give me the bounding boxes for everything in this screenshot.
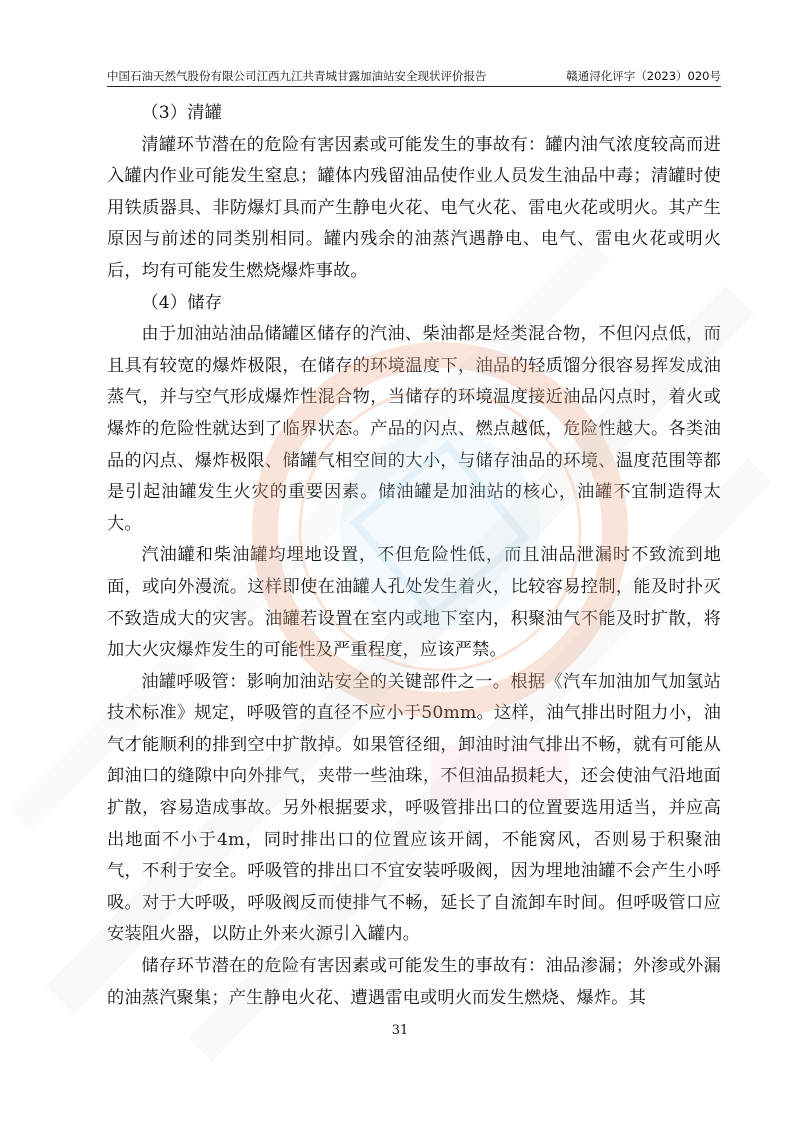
page-header (107, 64, 721, 87)
paragraph-cleaning: 清罐环节潜在的危险有害因素或可能发生的事故有：罐内油气浓度较高而进入罐内作业可能发生窒息；罐体内残留油品使作业人员发生油品中毒；清罐时使用铁质器具、非防爆灯具而产生静电火花、电气火花、雷电火花或明火。其产生原因与前述的同类别相同。罐内残余的油蒸汽遇静电、电气、雷电火花或明火后，均有可能发生燃烧爆炸事故。 (107, 134, 721, 281)
section-heading-cleaning: （3）清罐 (141, 103, 223, 123)
header-title: 中国石油天然气股份有限公司江西九江共青城甘露加油站安全现状评价报告 (107, 69, 487, 83)
paragraph-breather-pipe: 油罐呼吸管：影响加油站安全的关键部件之一。根据《汽车加油加气加氢站技术标准》规定，呼吸管的直径不应小于50mm。这样，油气排出时阻力小，油气才能顺利的排到空中扩散掉。如果管径细，卸油时油气排出不畅，就有可能从卸油口的缝隙中向外排气，夹带一些油珠，不但油品损耗大，还会使油气沿地面扩散，容易造成事故。另外根据要求，呼吸管排出口的位置要选用适当，并应高出地面不小于4m，同时排出口的位置应该开阔，不能窝风，否则易于积聚油气，不利于安全。呼吸管的排出口不宜安装呼吸阀，因为埋地油罐不会产生小呼吸。对于大呼吸，呼吸阀反而使排气不畅，延长了自流卸车时间。但呼吸管口应安装阻火器，以防止外来火源引入罐内。 (107, 671, 721, 945)
body-text (107, 98, 721, 1014)
document-number: 赣通浔化评字（2023）020号 (566, 69, 721, 83)
paragraph-buried-tanks: 汽油罐和柴油罐均埋地设置，不但危险性低，而且油品泄漏时不致流到地面，或向外漫流。这样即使在油罐人孔处发生着火，比较容易控制，能及时扑灭不致造成大的灾害。油罐若设置在室内或地下室内，积聚油气不能及时扩散，将加大火灾爆炸发生的可能性及严重程度，应该严禁。 (107, 545, 721, 661)
paragraph-storage-intro: 由于加油站油品储罐区储存的汽油、柴油都是烃类混合物，不但闪点低，而且具有较宽的爆炸极限，在储存的环境温度下，油品的轻质馏分很容易挥发成油蒸气，并与空气形成爆炸性混合物，当储存的环境温度接近油品闪点时，着火或爆炸的危险性就达到了临界状态。产品的闪点、燃点越低，危险性越大。各类油品的闪点、爆炸极限、储罐气相空间的大小，与储存油品的环境、温度范围等都是引起油罐发生火灾的重要因素。储油罐是加油站的核心，油罐不宜制造得太大。 (107, 324, 721, 534)
page-number: 31 (391, 1023, 409, 1038)
paragraph-storage-hazards: 储存环节潜在的危险有害因素或可能发生的事故有：油品渗漏；外渗或外漏的油蒸汽聚集；产生静电火花、遭遇雷电或明火而发生燃烧、爆炸。其 (107, 956, 721, 1008)
section-heading-storage: （4）储存 (141, 292, 223, 313)
